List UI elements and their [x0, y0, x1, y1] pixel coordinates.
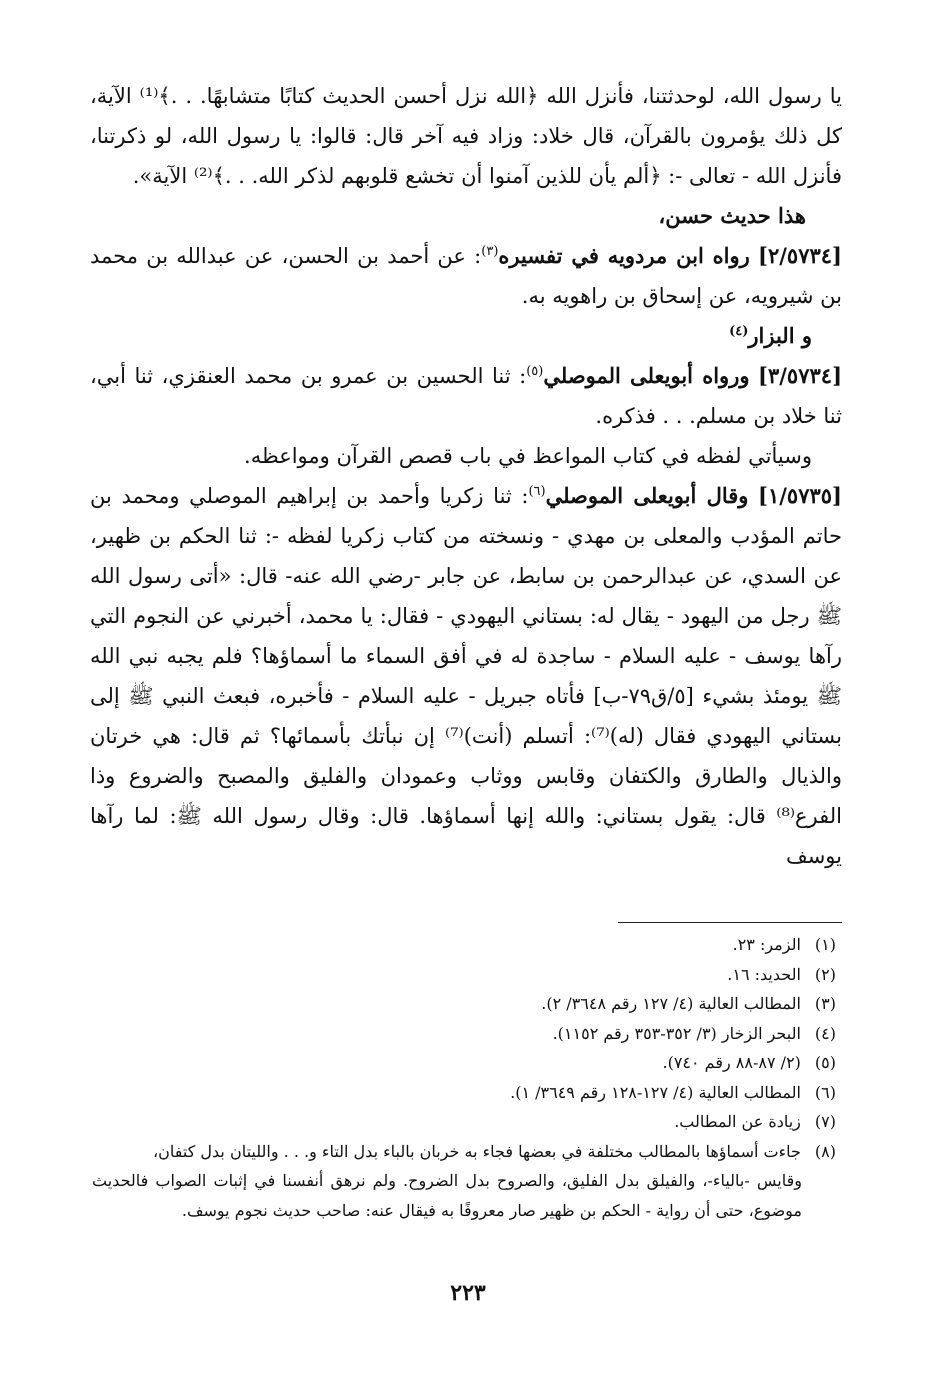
footnote-1 — [92, 930, 836, 960]
isnad-text: : عن أحمد بن الحسن، عن عبدالله بن محمد بن شيرويه، عن إسحاق بن راهويه به. — [90, 244, 842, 308]
paragraph-3 — [90, 236, 842, 316]
footnote-number: (٥) — [814, 1053, 836, 1072]
footnote-text: المطالب العالية (٤/ ١٢٧-١٢٨ رقم ٣٦٤٩/ ١). — [510, 1082, 801, 1102]
source-name: ورواه أبويعلى الموصلي — [543, 363, 750, 388]
main-text — [90, 76, 842, 876]
footnote-text: زيادة عن المطالب. — [674, 1112, 801, 1131]
footnote-4 — [92, 1019, 836, 1049]
footnote-5 — [92, 1048, 836, 1078]
hadith-text: : ثنا زكريا وأحمد بن إبراهيم الموصلي ومحمد بن حاتم المؤدب والمعلى بن مهدي - ونسخته من كتاب زكريا لفظه -: ثنا الحكم بن ظهير، عن السدي، عن عبدالرحمن بن سابط، عن جابر -رضي الله عنه- قال: «أتى رسول الله ﷺ رجل من اليهود - يقال له: بستاني اليهودي - فقال: يا محمد، أخبرني عن النجوم التي رآها يوسف - عليه السلام - ساجدة له في أفق السماء ما أسماؤها؟ فلم يجبه نبي الله ﷺ يومئذ بشيء [٥/ق٧٩-ب] فأتاه جبريل - عليه السلام - فأخبره، فبعث النبي ﷺ إلى بستاني اليهودي فقال (له)⁽⁷⁾: أتسلم (أنت)⁽⁷⁾ إن نبأتك بأسمائها؟ ثم قال: هي خرتان والذيال والطارق والكتفان وقابس ووثاب وعمودان والفليق والمصبح والضروع وذا الفرع⁽⁸⁾ قال: يقول بستاني: والله إنها أسماؤها. قال: وقال رسول الله ﷺ: لما رآها يوسف — [90, 484, 842, 868]
page-number: ٢٢٣ — [450, 1280, 486, 1306]
footnote-text: البحر الزخار (٣/ ٣٥٢-٣٥٣ رقم ١١٥٢). — [552, 1023, 801, 1043]
footnote-text: جاءت أسماؤها بالمطالب مختلفة في بعضها فجاء به خربان بالباء بدل التاء و. . . والليتان بدل كتفان، — [152, 1141, 801, 1161]
footnote-2 — [92, 960, 836, 990]
footnote-number: (٦) — [814, 1082, 836, 1102]
footnote-marker: (٥) — [526, 364, 544, 379]
footnote-7 — [92, 1107, 836, 1137]
footnote-number: (٣) — [814, 994, 836, 1013]
footnote-number: (٤) — [814, 1023, 836, 1043]
footnote-text: المطالب العالية (٤/ ١٢٧ رقم ٣٦٤٨/ ٢). — [541, 994, 801, 1013]
footnote-number: (٧) — [814, 1112, 836, 1131]
footnote-marker: (٦) — [528, 484, 546, 499]
paragraph-7 — [90, 476, 842, 876]
paragraph-1: يا رسول الله، لوحدثتنا، فأنزل الله ﴿الله نزل أحسن الحديث كتابًا متشابهًا. . .﴾⁽¹⁾ الآية، كل ذلك يؤمرون بالقرآن، قال خلاد: وزاد فيه آخر قال: قالوا: يا رسول الله، لو ذكرتنا، فأنزل الله - تعالى -: ﴿ألم يأن للذين آمنوا أن تخشع قلوبهم لذكر الله. . .﴾⁽²⁾ الآية». — [90, 84, 842, 188]
footnote-number: (٨) — [814, 1141, 836, 1161]
hadith-grade: هذا حديث حسن، — [658, 203, 806, 228]
footnote-number: (٢) — [814, 964, 836, 984]
hadith-ref: [١/٥٧٣٥] — [758, 483, 842, 508]
paragraph-4 — [90, 316, 842, 356]
footnote-text: الزمر: ٢٣. — [732, 935, 801, 954]
paragraph-5 — [90, 356, 842, 436]
hadith-ref: [٣/٥٧٣٤] — [758, 363, 842, 388]
paragraph-6: وسيأتي لفظه في كتاب المواعظ في باب قصص القرآن ومواعظه. — [244, 444, 812, 468]
source-name: وقال أبويعلى الموصلي — [545, 483, 749, 508]
footnotes — [92, 930, 836, 1225]
footnote-8-continuation: وقايس -بالياء-، والفيلق بدل الفليق، والصروح بدل الضروح. ولم نرهق أنفسنا في إثبات الصواب فالحديث موضوع، حتى أن رواية - الحكم بن ظهير صار معروفًا به فيقال عنه: صاحب حديث نجوم يوسف. — [92, 1171, 802, 1220]
footnote-marker: (٤) — [729, 324, 749, 339]
isnad-text: : ثنا الحسين بن عمرو بن محمد العنقزي، ثنا أبي، ثنا خلاد بن مسلم. . . فذكره. — [90, 364, 842, 428]
footnote-marker: (٣) — [481, 244, 499, 259]
footnote-3 — [92, 989, 836, 1019]
source-name: و البزار — [748, 323, 812, 348]
source-name: رواه ابن مردويه في تفسيره — [498, 243, 750, 268]
footnote-divider — [618, 922, 842, 923]
footnote-text: (٢/ ٨٧-٨٨ رقم ٧٤٠). — [662, 1053, 801, 1072]
footnote-8 — [92, 1137, 836, 1167]
footnote-6 — [92, 1078, 836, 1108]
hadith-ref: [٢/٥٧٣٤] — [758, 243, 842, 268]
footnote-text: الحديد: ١٦. — [727, 964, 801, 984]
footnote-number: (١) — [814, 935, 836, 954]
